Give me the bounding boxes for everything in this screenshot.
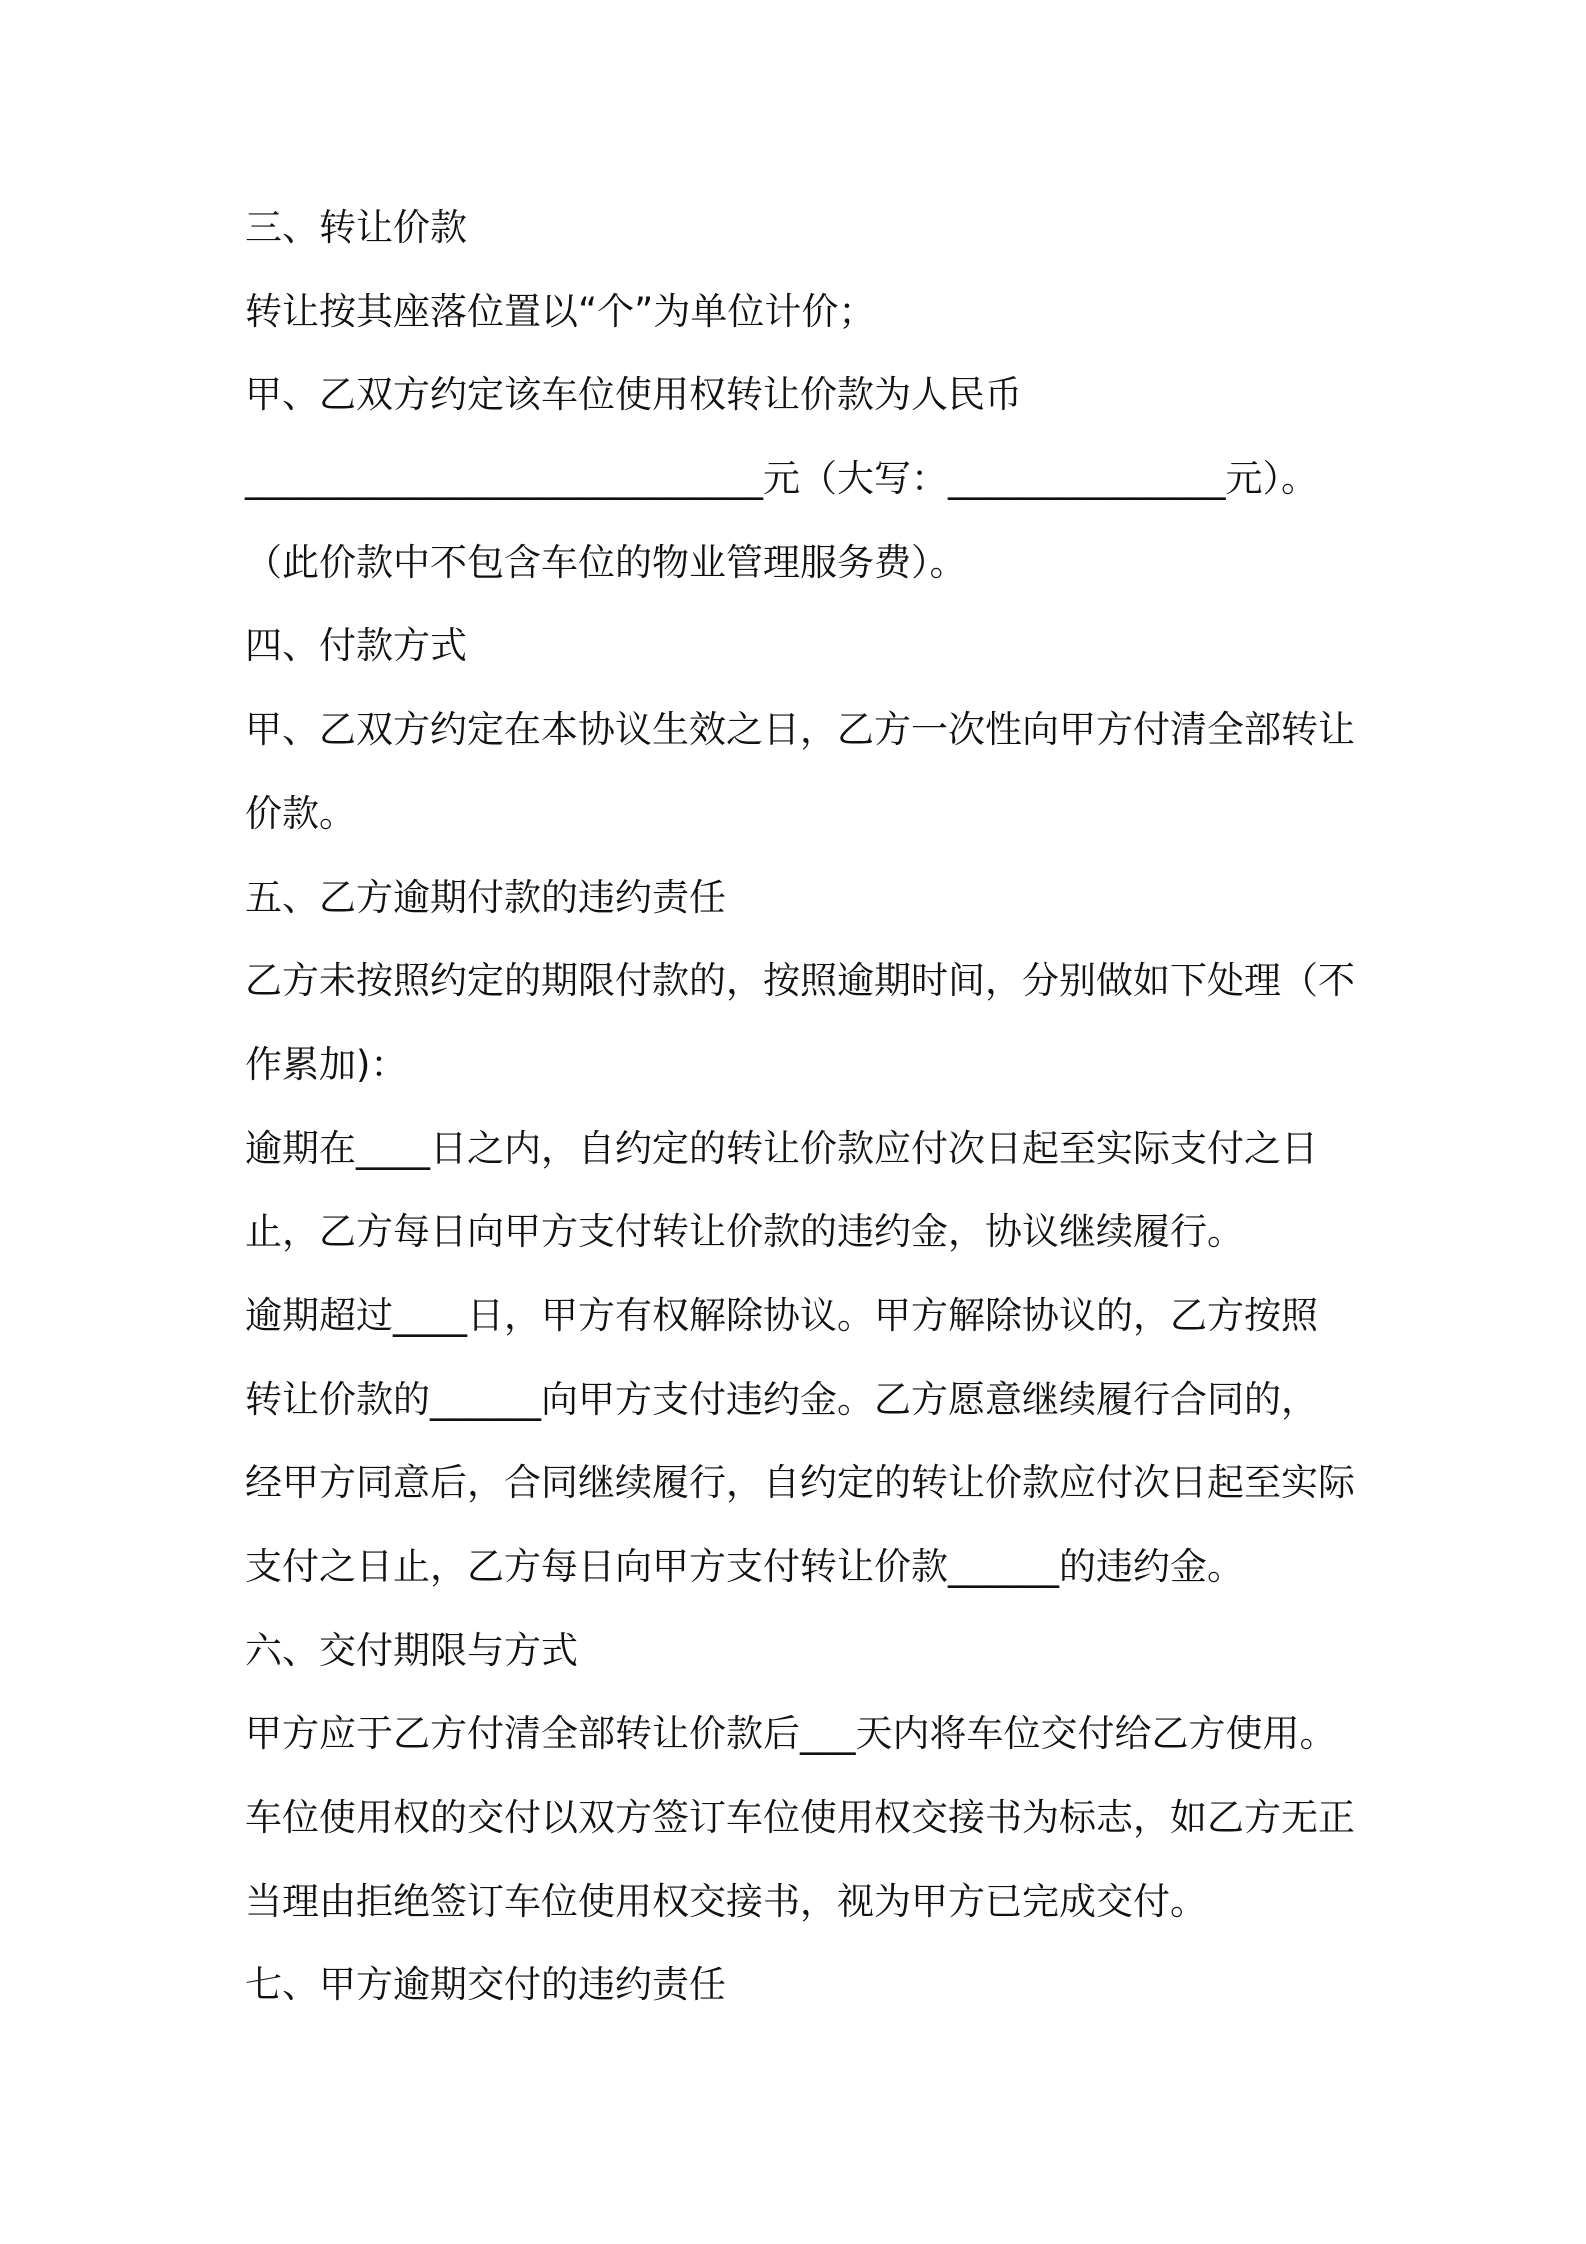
body-line: 支付之日止，乙方每日向甲方支付转让价款______的违约金。 <box>245 1545 1244 1588</box>
body-line: 乙方未按照约定的期限付款的，按照逾期时间，分别做如下处理（不 <box>245 959 1355 1003</box>
body-line: 止，乙方每日向甲方支付转让价款的违约金，协议继续履行。 <box>245 1210 1244 1254</box>
body-line: 当理由拒绝签订车位使用权交接书，视为甲方已完成交付。 <box>245 1879 1207 1923</box>
body-line: 转让价款的______向甲方支付违约金。乙方愿意继续履行合同的， <box>245 1377 1318 1421</box>
body-line: 逾期在____日之内，自约定的转让价款应付次日起至实际支付之日 <box>245 1126 1318 1170</box>
section-heading-transfer-price: 三、转让价款 <box>245 206 467 249</box>
section-heading-payment-method: 四、付款方式 <box>245 624 467 668</box>
body-line: 作累加)： <box>245 1042 408 1086</box>
body-line: 转让按其座落位置以“个”为单位计价； <box>245 289 876 333</box>
body-line: 甲、乙双方约定在本协议生效之日，乙方一次性向甲方付清全部转让 <box>245 708 1355 752</box>
body-line: 车位使用权的交付以双方签订车位使用权交接书为标志，如乙方无正 <box>245 1796 1355 1840</box>
price-blank-line: ____________________________元（大写：_______________元）。 <box>245 457 1318 501</box>
section-heading-late-delivery-liability: 七、甲方逾期交付的违约责任 <box>245 1963 726 2007</box>
document-body <box>245 186 1358 2027</box>
section-heading-late-payment-liability: 五、乙方逾期付款的违约责任 <box>245 875 726 919</box>
body-line: （此价款中不包含车位的物业管理服务费）。 <box>245 540 967 584</box>
section-heading-delivery-terms: 六、交付期限与方式 <box>245 1628 578 1672</box>
body-line: 甲方应于乙方付清全部转让价款后___天内将车位交付给乙方使用。 <box>245 1712 1337 1756</box>
body-line: 逾期超过____日，甲方有权解除协议。甲方解除协议的，乙方按照 <box>245 1293 1318 1337</box>
body-line: 价款。 <box>245 791 356 835</box>
body-line: 经甲方同意后，合同继续履行，自约定的转让价款应付次日起至实际 <box>245 1461 1355 1505</box>
body-line: 甲、乙双方约定该车位使用权转让价款为人民币 <box>245 373 1022 417</box>
